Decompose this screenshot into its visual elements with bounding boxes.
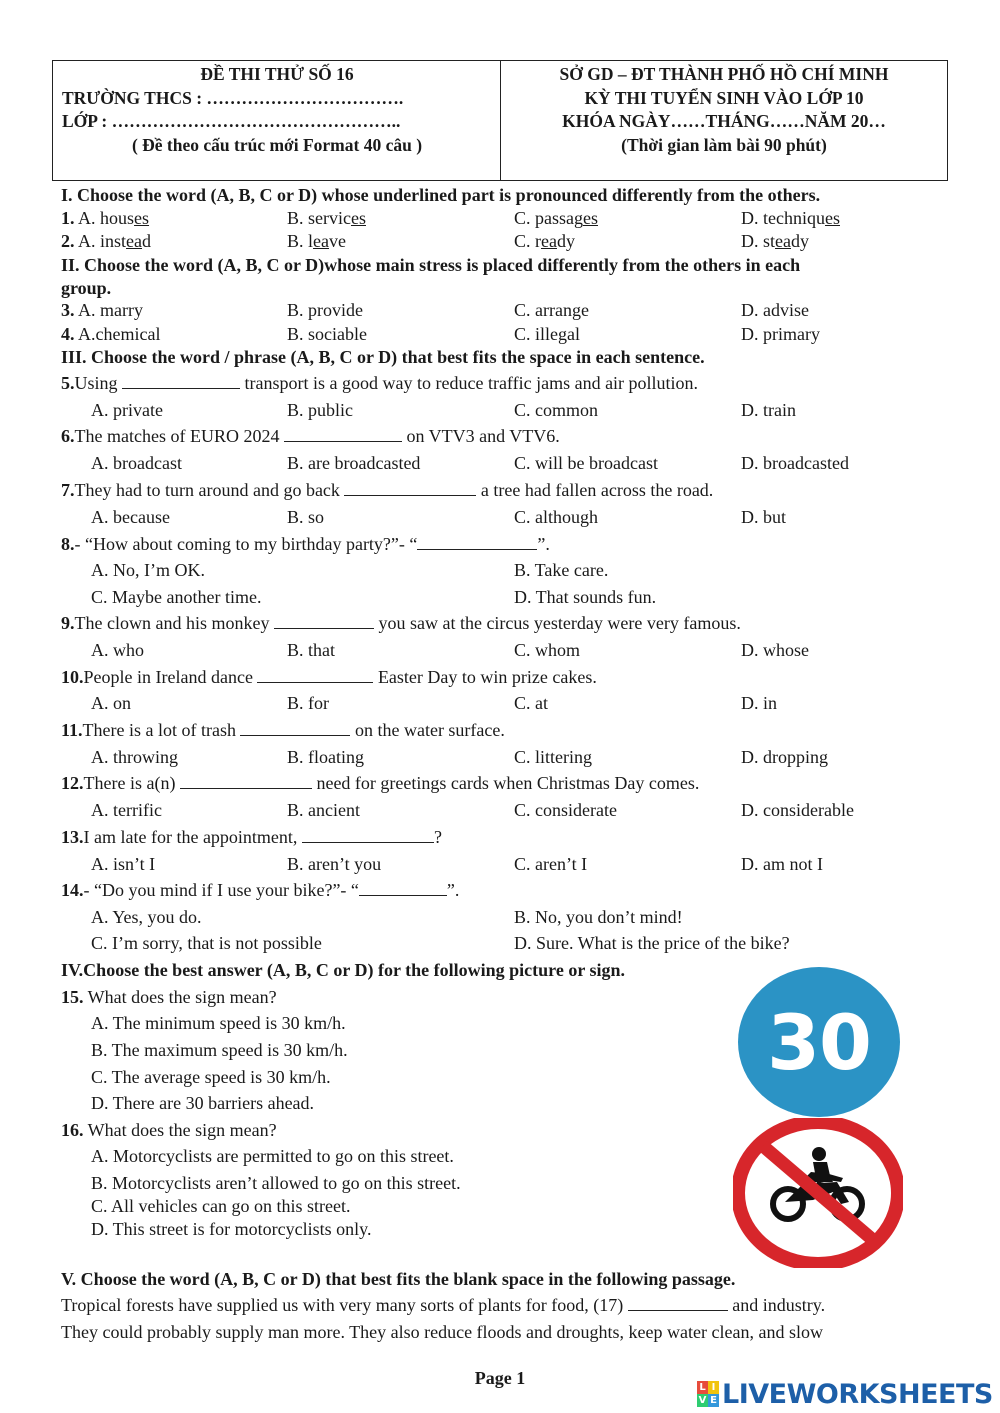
q5-option-c: C. common bbox=[514, 400, 598, 420]
q7-option-a: A. because bbox=[91, 507, 170, 527]
question-7: 7.They had to turn around and go back a tree had fallen across the road. bbox=[61, 480, 714, 500]
q6-option-c: C. will be broadcast bbox=[514, 453, 658, 473]
question-13: 13.I am late for the appointment, ? bbox=[61, 827, 442, 847]
q15-option-c: C. The average speed is 30 km/h. bbox=[91, 1067, 331, 1087]
answer-blank[interactable] bbox=[180, 772, 312, 789]
q1-option-c: C. passages bbox=[514, 208, 598, 228]
q9-option-d: D. whose bbox=[741, 640, 809, 660]
brand-name: LIVEWORKSHEETS bbox=[722, 1378, 993, 1410]
q5-option-b: B. public bbox=[287, 400, 353, 420]
q8-option-c: C. Maybe another time. bbox=[91, 587, 262, 607]
department: SỞ GD – ĐT THÀNH PHỐ HỒ CHÍ MINH bbox=[559, 64, 889, 84]
q11-option-d: D. dropping bbox=[741, 747, 828, 767]
answer-blank[interactable] bbox=[628, 1294, 728, 1311]
answer-blank[interactable] bbox=[257, 666, 373, 683]
question-8: 8.- “How about coming to my birthday party?”- “ ”. bbox=[61, 534, 550, 554]
q14-option-d: D. Sure. What is the price of the bike? bbox=[514, 933, 790, 953]
q11-option-a: A. throwing bbox=[91, 747, 178, 767]
q8-option-d: D. That sounds fun. bbox=[514, 587, 657, 607]
passage-line-2: They could probably supply man more. They also reduce floods and droughts, keep water clean, and slow bbox=[61, 1322, 823, 1342]
class-line: LỚP : ………………………………………….. bbox=[62, 111, 401, 131]
q7-option-b: B. so bbox=[287, 507, 325, 527]
question-14: 14.- “Do you mind if I use your bike?”- “ ”. bbox=[61, 880, 460, 900]
exam-name: KỲ THI TUYỂN SINH VÀO LỚP 10 bbox=[584, 87, 864, 108]
sign-number: 30 bbox=[767, 997, 871, 1087]
answer-blank[interactable] bbox=[284, 425, 402, 442]
q13-option-a: A. isn’t I bbox=[91, 854, 156, 874]
question-5: 5.Using transport is a good way to reduce traffic jams and air pollution. bbox=[61, 373, 699, 393]
format-note: ( Đề theo cấu trúc mới Format 40 câu ) bbox=[131, 134, 423, 155]
q13-option-b: B. aren’t you bbox=[287, 854, 382, 874]
q10-option-d: D. in bbox=[741, 693, 777, 713]
q2-option-c: C. ready bbox=[514, 231, 575, 251]
q15-option-a: A. The minimum speed is 30 km/h. bbox=[91, 1013, 346, 1033]
q6-option-d: D. broadcasted bbox=[741, 453, 849, 473]
q10-option-b: B. for bbox=[287, 693, 329, 713]
question-1: 1. A. houses bbox=[61, 208, 150, 228]
q5-option-d: D. train bbox=[741, 400, 796, 420]
q14-option-a: A. Yes, you do. bbox=[91, 907, 202, 927]
q10-option-a: A. on bbox=[91, 693, 131, 713]
question-6: 6.The matches of EURO 2024 on VTV3 and VTV6. bbox=[61, 426, 560, 446]
q5-option-a: A. private bbox=[91, 400, 163, 420]
question-16: 16. What does the sign mean? bbox=[61, 1120, 277, 1140]
q11-option-b: B. floating bbox=[287, 747, 364, 767]
q15-option-d: D. There are 30 barriers ahead. bbox=[91, 1093, 315, 1113]
passage-line-1: Tropical forests have supplied us with very many sorts of plants for food, (17) and industry. bbox=[61, 1295, 826, 1315]
q2-option-b: B. leave bbox=[287, 231, 346, 251]
speed-limit-30-sign bbox=[738, 967, 900, 1117]
question-9: 9.The clown and his monkey you saw at the circus yesterday were very famous. bbox=[61, 613, 741, 633]
answer-blank[interactable] bbox=[122, 372, 240, 389]
q9-option-a: A. who bbox=[91, 640, 144, 660]
q6-option-b: B. are broadcasted bbox=[287, 453, 421, 473]
section-4-heading: IV.Choose the best answer (A, B, C or D) for the following picture or sign. bbox=[61, 960, 626, 980]
q7-option-d: D. but bbox=[741, 507, 786, 527]
q1-option-b: B. services bbox=[287, 208, 366, 228]
answer-blank[interactable] bbox=[274, 612, 374, 629]
q8-option-a: A. No, I’m OK. bbox=[91, 560, 205, 580]
q11-option-c: C. littering bbox=[514, 747, 592, 767]
answer-blank[interactable] bbox=[344, 479, 476, 496]
q1-option-d: D. techniques bbox=[741, 208, 840, 228]
question-11: 11.There is a lot of trash on the water surface. bbox=[61, 720, 505, 740]
page-number: Page 1 bbox=[474, 1368, 526, 1388]
section-2-heading: II. Choose the word (A, B, C or D)whose main stress is placed differently from the others in each bbox=[61, 255, 801, 275]
q3-option-c: C. arrange bbox=[514, 300, 589, 320]
q12-option-a: A. terrific bbox=[91, 800, 162, 820]
q12-option-b: B. ancient bbox=[287, 800, 360, 820]
q4-option-d: D. primary bbox=[741, 324, 820, 344]
liveworksheets-logo[interactable] bbox=[697, 1376, 993, 1412]
q16-option-d: D. This street is for motorcyclists only. bbox=[91, 1219, 372, 1239]
answer-blank[interactable] bbox=[359, 879, 447, 896]
q16-option-c: C. All vehicles can go on this street. bbox=[91, 1196, 351, 1216]
section-2-heading-cont: group. bbox=[61, 278, 112, 298]
question-10: 10.People in Ireland dance Easter Day to win prize cakes. bbox=[61, 667, 597, 687]
answer-blank[interactable] bbox=[240, 719, 350, 736]
question-3: 3. A. marry bbox=[61, 300, 143, 320]
q16-option-b: B. Motorcyclists aren’t allowed to go on this street. bbox=[91, 1173, 461, 1193]
q2-option-d: D. steady bbox=[741, 231, 809, 251]
q16-option-a: A. Motorcyclists are permitted to go on this street. bbox=[91, 1146, 454, 1166]
q14-option-b: B. No, you don’t mind! bbox=[514, 907, 683, 927]
q9-option-b: B. that bbox=[287, 640, 335, 660]
q4-option-c: C. illegal bbox=[514, 324, 580, 344]
q3-option-b: B. provide bbox=[287, 300, 363, 320]
q7-option-c: C. although bbox=[514, 507, 598, 527]
question-15: 15. What does the sign mean? bbox=[61, 987, 277, 1007]
q13-option-c: C. aren’t I bbox=[514, 854, 588, 874]
q13-option-d: D. am not I bbox=[741, 854, 823, 874]
header-left bbox=[53, 61, 501, 180]
q6-option-a: A. broadcast bbox=[91, 453, 182, 473]
answer-blank[interactable] bbox=[302, 826, 434, 843]
liveworksheets-logo-icon: L I V E bbox=[697, 1381, 719, 1407]
answer-blank[interactable] bbox=[417, 533, 537, 550]
exam-duration: (Thời gian làm bài 90 phút) bbox=[621, 134, 827, 155]
q12-option-d: D. considerable bbox=[741, 800, 854, 820]
question-12: 12.There is a(n) need for greetings cards when Christmas Day comes. bbox=[61, 773, 700, 793]
question-2: 2. A. instead bbox=[61, 231, 152, 251]
section-1-heading: I. Choose the word (A, B, C or D) whose underlined part is pronounced differently from the others. bbox=[61, 185, 821, 205]
q12-option-c: C. considerate bbox=[514, 800, 617, 820]
q8-option-b: B. Take care. bbox=[514, 560, 609, 580]
q3-option-d: D. advise bbox=[741, 300, 809, 320]
question-4: 4. A.chemical bbox=[61, 324, 161, 344]
section-3-heading: III. Choose the word / phrase (A, B, C or D) that best fits the space in each sentence. bbox=[61, 347, 705, 367]
exam-date: KHÓA NGÀY……THÁNG……NĂM 20… bbox=[562, 111, 886, 131]
q15-option-b: B. The maximum speed is 30 km/h. bbox=[91, 1040, 348, 1060]
q4-option-b: B. sociable bbox=[287, 324, 367, 344]
school-line: TRƯỜNG THCS : ……………………………. bbox=[62, 87, 404, 108]
q10-option-c: C. at bbox=[514, 693, 548, 713]
exam-title: ĐỀ THI THỬ SỐ 16 bbox=[200, 64, 354, 84]
no-motorcycle-sign bbox=[733, 1118, 903, 1268]
section-5-heading: V. Choose the word (A, B, C or D) that best fits the blank space in the following passage. bbox=[61, 1269, 736, 1289]
q14-option-c: C. I’m sorry, that is not possible bbox=[91, 933, 322, 953]
q9-option-c: C. whom bbox=[514, 640, 581, 660]
exam-header bbox=[52, 60, 948, 181]
header-right bbox=[501, 61, 947, 180]
